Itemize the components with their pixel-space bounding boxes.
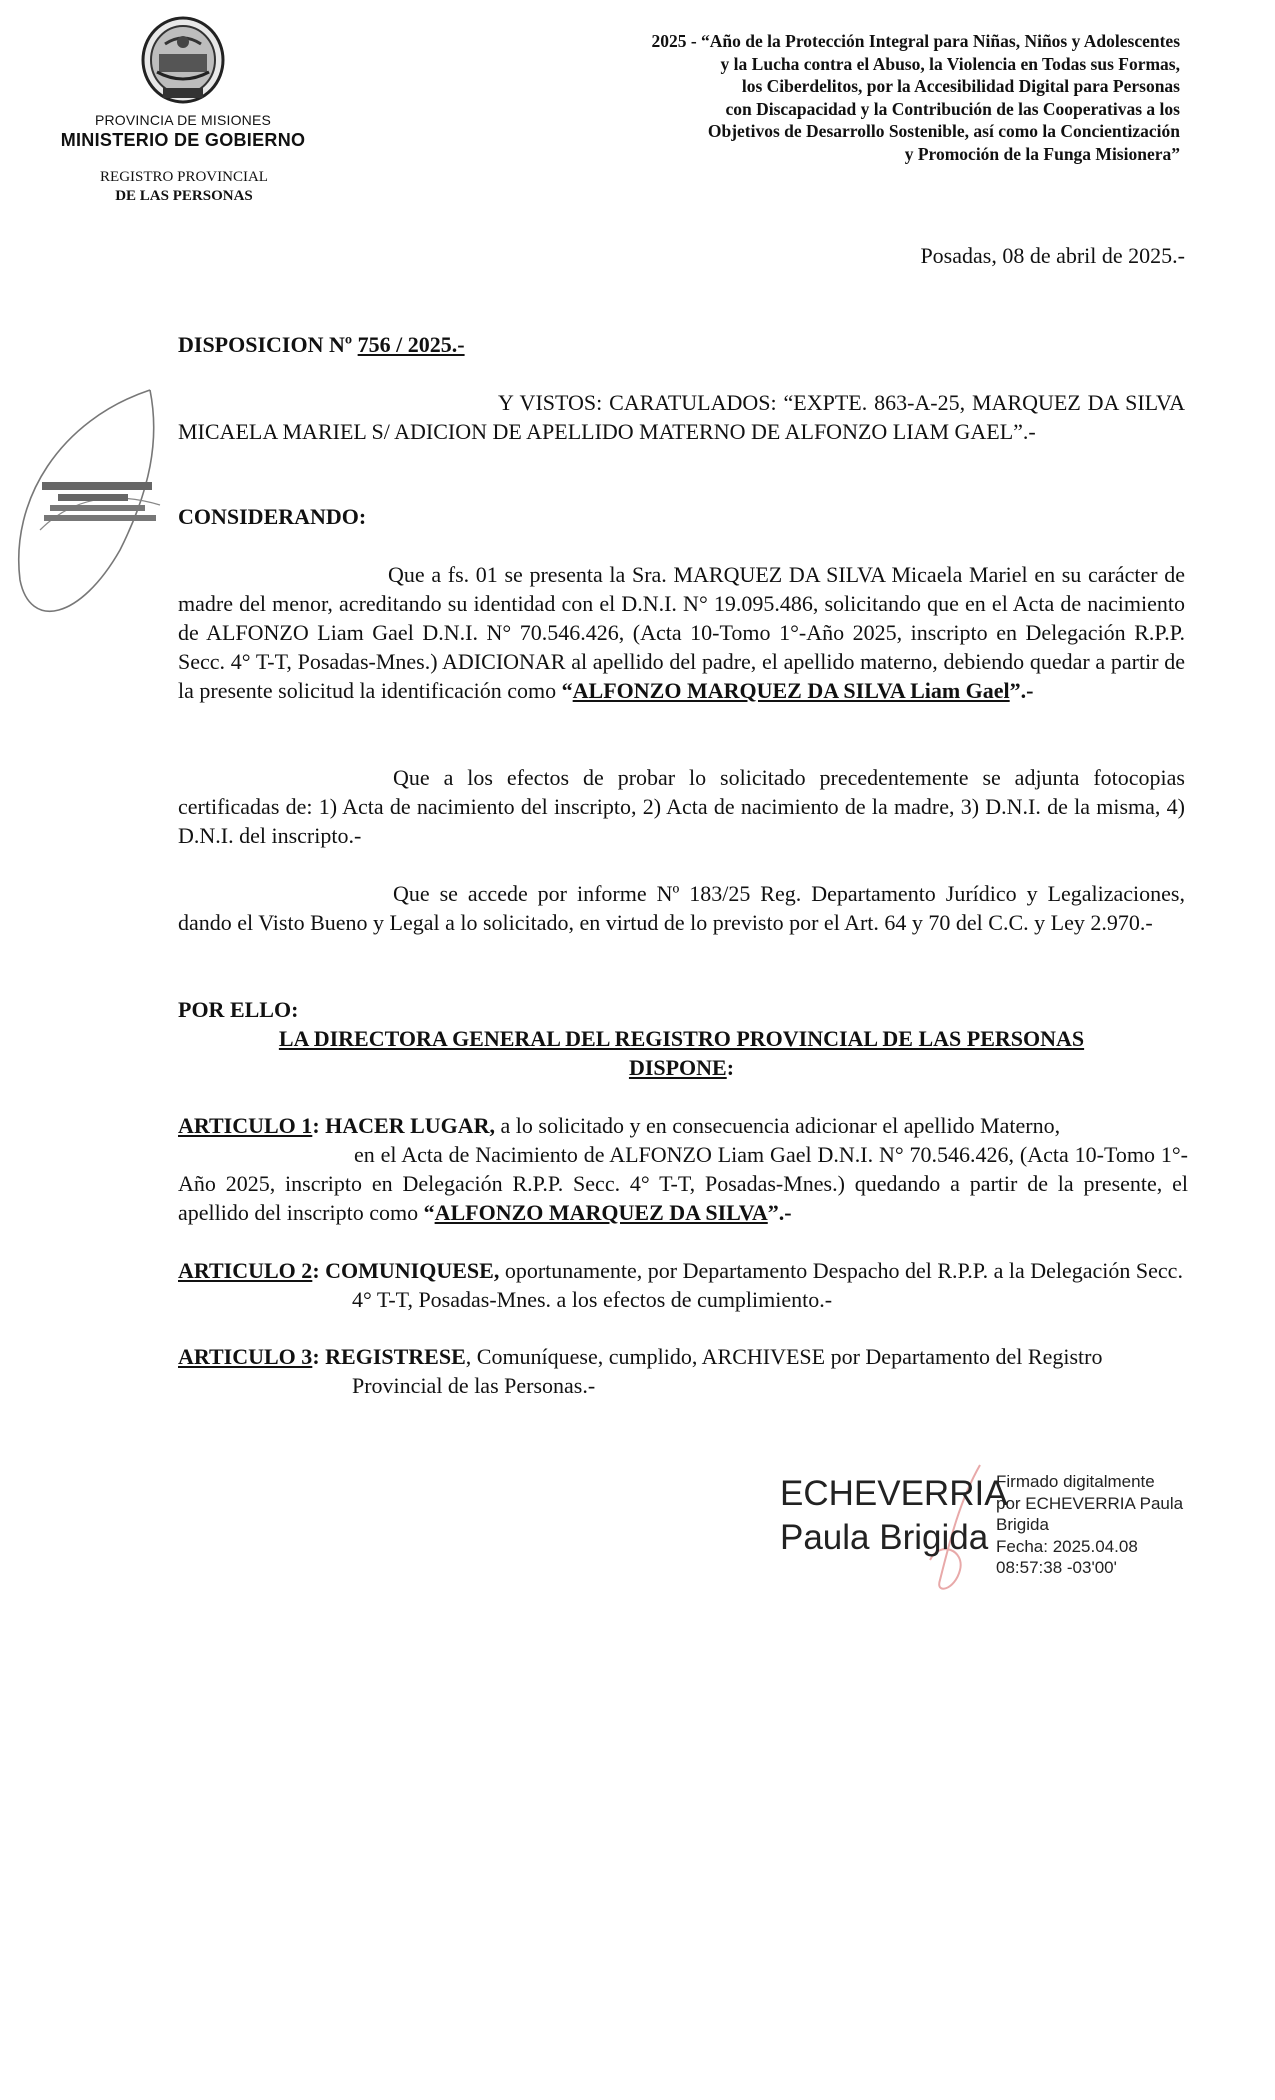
considerando-paragraph-3: Que se accede por informe Nº 183/25 Reg. Departamento Jurídico y Legalizaciones, dando el Visto Bueno y Legal a lo solicitado, en virtud de lo previsto por el Art. 64 y 70 del C.C. y Ley 2.970.-	[178, 881, 1185, 935]
margin-signature-stamp	[0, 380, 190, 640]
vistos-paragraph: Y VISTOS: CARATULADOS: “EXPTE. 863-A-25, MARQUEZ DA SILVA MICAELA MARIEL S/ ADICION DE APELLIDO MATERNO DE ALFONZO LIAM GAEL”.-	[178, 390, 1185, 444]
motto-line: los Ciberdelitos, por la Accesibilidad Digital para Personas	[741, 76, 1180, 97]
article-2: ARTICULO 2: COMUNIQUESE, oportunamente, por Departamento Despacho del R.P.P. a la Delegación Secc. 4° T-T, Posadas-Mnes. a los efectos de cumplimiento.-	[178, 1258, 1183, 1312]
province-name: PROVINCIA DE MISIONES	[94, 112, 272, 128]
directora-heading	[178, 1024, 1185, 1082]
article-label: ARTICULO 1	[178, 1113, 313, 1138]
article-label: ARTICULO 2	[178, 1258, 313, 1283]
disposition-title	[178, 330, 1185, 359]
disposition-label: DISPOSICION Nº	[178, 332, 358, 357]
document-date: Posadas, 08 de abril de 2025.-	[920, 243, 1185, 268]
registry-line-2: DE LAS PERSONAS	[115, 188, 253, 204]
article-1: ARTICULO 1: HACER LUGAR, a lo solicitado y en consecuencia adicionar el apellido Materno, en el Acta de Nacimiento de ALFONZO Liam Gael D.N.I. N° 70.546.426, (Acta 10-Tomo 1°-Año 2025, inscripto en Delegación R.P.P. Secc. 4° T-T, Posadas-Mnes.) quedando a partir de la presente, el apellido del inscripto como “ALFONZO MARQUEZ DA SILVA”.-	[178, 1113, 1188, 1225]
article-3: ARTICULO 3: REGISTRESE, Comuníquese, cumplido, ARCHIVESE por Departamento del Registro Provincial de las Personas.-	[178, 1344, 1103, 1398]
considerando-heading: CONSIDERANDO:	[178, 504, 367, 529]
surname-highlight: ALFONZO MARQUEZ DA SILVA	[434, 1200, 768, 1225]
ministry-logo	[58, 14, 308, 151]
motto-line: con Discapacidad y la Contribución de las Cooperativas a los	[725, 98, 1180, 119]
considerando-paragraph-2: Que a los efectos de probar lo solicitado precedentemente se adjunta fotocopias certificadas de: 1) Acta de nacimiento del inscripto, 2) Acta de nacimiento de la madre, 3) D.N.I. de la misma, 4) D.N.I. del inscripto.-	[178, 765, 1185, 848]
ministry-name: MINISTERIO DE GOBIERNO	[60, 130, 306, 150]
coat-of-arms-icon	[135, 14, 231, 106]
motto-line: 2025 - “Año de la Protección Integral para Niñas, Niños y Adolescentes	[651, 31, 1180, 51]
por-ello-heading: POR ELLO:	[178, 997, 299, 1022]
full-name-highlight: ALFONZO MARQUEZ DA SILVA Liam Gael	[572, 678, 1010, 703]
year-motto	[420, 30, 1180, 166]
digital-signature-info: Firmado digitalmente por ECHEVERRIA Paula Brigida Fecha: 2025.04.08 08:57:38 -03'00'	[996, 1472, 1184, 1577]
directora-line: LA DIRECTORA GENERAL DEL REGISTRO PROVINCIAL DE LAS PERSONAS	[278, 1026, 1085, 1051]
motto-line: y la Lucha contra el Abuso, la Violencia en Todas sus Formas,	[720, 53, 1180, 74]
signer-name: ECHEVERRIA Paula Brigida	[780, 1474, 1008, 1557]
registry-name	[64, 168, 304, 206]
dispone-line: DISPONE:	[628, 1055, 735, 1080]
registry-line-1: REGISTRO PROVINCIAL	[100, 169, 268, 185]
considerando-paragraph-1: Que a fs. 01 se presenta la Sra. MARQUEZ DA SILVA Micaela Mariel en su carácter de madre del menor, acreditando su identidad con el D.N.I. N° 19.095.486, solicitando que en el Acta de nacimiento de ALFONZO Liam Gael D.N.I. N° 70.546.426, (Acta 10-Tomo 1°-Año 2025, inscripto en Delegación R.P.P. Secc. 4° T-T, Posadas-Mnes.) ADICIONAR al apellido del padre, el apellido materno, debiendo quedar a partir de la presente solicitud la identificación como “ALFONZO MARQUEZ DA SILVA Liam Gael”.-	[178, 562, 1185, 703]
article-label: ARTICULO 3	[178, 1344, 313, 1369]
disposition-number: 756 / 2025.-	[357, 332, 465, 357]
motto-line: Objetivos de Desarrollo Sostenible, así como la Concientización	[707, 121, 1180, 142]
motto-line: y Promoción de la Funga Misionera”	[904, 143, 1180, 164]
